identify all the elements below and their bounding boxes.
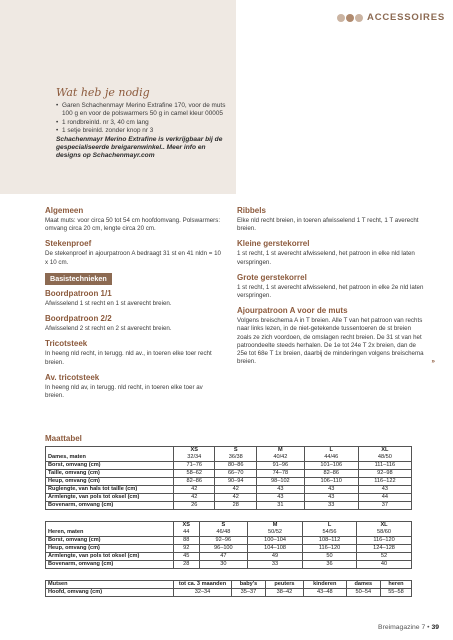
table-cell: 28 [174,561,200,569]
table-cell: 32–34 [174,589,232,597]
tricot-title: Tricotsteek [45,339,88,349]
table-cell: 44/46 [304,454,358,462]
table-cell: 32/34 [174,454,215,462]
table-row [46,478,412,486]
table-cell: 101–106 [304,462,358,470]
table-row [46,494,412,502]
size-header: S [215,447,256,455]
size-header: L [304,447,358,455]
maattabel-heading: Maattabel [45,434,82,443]
table-cell: 58/60 [357,529,412,537]
table-cell: 47 [199,553,248,561]
table-cell: 42 [215,494,256,502]
table-cell: 28 [215,502,256,510]
page-footer [378,624,439,631]
continue-arrow-icon: » [431,358,435,366]
table-cell: 124–128 [357,545,412,553]
table-cell: 40 [357,561,412,569]
materials-item: • Garen Schachenmayr Merino Extrafine 170, voor de muts 100 g en voor de polswarmers 50 g in camel kleur 00005 [56,102,230,119]
stekenproef-title: Stekenproef [45,239,92,249]
table-cell: 96–100 [199,545,248,553]
materials-heading: Wat heb je nodig [56,86,150,99]
table-cell: 33 [248,561,303,569]
algemeen-text: Maat muts: voor circa 50 tot 54 cm hoofdomvang. Polswarmers: omvang circa 20 cm, lengte circa 20 cm. [45,217,221,233]
table-cell: 55–58 [380,589,411,597]
table-cell: 92 [174,545,200,553]
table-cell: 33 [304,502,358,510]
size-header: S [199,522,248,530]
table-cell: 50 [303,553,357,561]
table-row-label: Armlengte, van pols tot oksel (cm) [46,494,174,502]
size-header: XL [357,522,412,530]
table-row-label: Heren, maten [46,529,174,537]
table-cell: 36 [303,561,357,569]
table-row [46,470,412,478]
table-cell: 80–86 [215,462,256,470]
table-row-label: Borst, omvang (cm) [46,537,174,545]
algemeen-title: Algemeen [45,206,84,215]
table-row-label: Borst, omvang (cm) [46,462,174,470]
table-cell: 108–112 [303,537,357,545]
ribbels-title: Ribbels [237,206,266,215]
table-cell: 98–102 [256,478,304,486]
tricot-text: In heeng nld recht, in terugg. nld av., in toeren elke toer recht breien. [45,350,212,366]
boord1-text: Afwisselend 1 st recht en 1 st averecht breien. [45,300,172,308]
table-cell: 36/38 [215,454,256,462]
table-cell: 37 [358,502,411,510]
table-row [46,486,412,494]
table-header: Mutsen [46,581,174,589]
grote-gerstekorrel-title: Grote gerstekorrel [237,272,307,282]
table-header: baby's [232,581,266,589]
table-cell: 104–108 [248,545,303,553]
table-row-label: Dames, maten [46,454,174,462]
size-header: XL [358,447,411,455]
table-cell: 42 [174,494,215,502]
size-header: M [248,522,303,530]
left-column [45,206,223,406]
table-row [46,553,412,561]
magazine-name: Breimagazine 7 [378,624,426,631]
table-cell: 42 [215,486,256,494]
ajourpatroon-text: Volgens breischema A in T breien. Alle T van het patroon van rechts naar links lezen, in de niet-getekende tussentoeren de st breien zoals ze zich voordoen, de omslagen recht breien. De 31 st van het patroondeelte steeds herhalen. De 1e tot 24e T 2x breien, dan de 25e tot 68e T 1x breien, daarbij de minderingen volgens breischema breien. [237,317,424,366]
boord2-text: Afwisselend 2 st recht en 2 st averecht breien. [45,325,172,333]
dames-size-table [45,446,412,510]
table-header: heren [380,581,411,589]
table-cell: 30 [199,561,248,569]
table-cell: 50–54 [346,589,380,597]
table-cell: 71–76 [174,462,215,470]
table-row [46,561,412,569]
table-cell: 54/56 [303,529,357,537]
basistechnieken-badge: Basistechnieken [45,273,112,285]
table-cell: 26 [174,502,215,510]
kleine-gerstekorrel-title: Kleine gerstekorrel [237,239,310,249]
materials-list [56,102,230,160]
table-row-label: Hoofd, omvang (cm) [46,589,174,597]
table-cell: 43 [256,486,304,494]
section-title: ACCESSOIRES [367,12,445,23]
table-cell: 90–94 [215,478,256,486]
page-number: 39 [431,624,439,631]
table-cell: 38–42 [265,589,303,597]
table-cell: 52 [357,553,412,561]
boord2-title: Boordpatroon 2/2 [45,314,112,324]
table-cell: 74–78 [256,470,304,478]
table-cell: 35–37 [232,589,266,597]
table-cell: 43 [304,486,358,494]
table-cell: 40/42 [256,454,304,462]
table-cell: 116–120 [303,545,357,553]
table-header: tot ca. 3 maanden [174,581,232,589]
table-row [46,537,412,545]
table-cell: 42 [174,486,215,494]
table-cell: 43–48 [303,589,346,597]
avtricot-text: In heeng nld av, in terugg. nld recht, in toeren elke toer av breien. [45,383,203,400]
table-cell: 91–96 [256,462,304,470]
table-cell: 82–86 [304,470,358,478]
table-cell: 106–110 [304,478,358,486]
table-row [46,502,412,510]
materials-item: • 1 rondbreinld. nr 3, 40 cm lang [56,119,230,127]
table-cell: 111–116 [358,462,411,470]
table-row-label: Armlengte, van pols tot oksel (cm) [46,553,174,561]
table-row-label: Heup, omvang (cm) [46,545,174,553]
table-cell: 116–122 [358,478,411,486]
grote-gerstekorrel-text: 1 st recht, 1 st averecht afwisselend, het patroon in elke 2e nld laten verspringen. [237,283,424,300]
table-row [46,462,412,470]
table-cell: 92–98 [358,470,411,478]
table-row-label: Bovenarm, omvang (cm) [46,502,174,510]
ribbels-text: Elke nld recht breien, in toeren afwisselend 1 T recht, 1 T averecht breien. [237,217,419,233]
ajourpatroon-title: Ajourpatroon A voor de muts [237,306,348,316]
table-cell: 43 [304,494,358,502]
table-cell: 48/50 [358,454,411,462]
materials-box [0,0,236,194]
table-cell: 44 [174,529,200,537]
heren-size-table [45,521,412,569]
table-cell: 66–70 [215,470,256,478]
table-cell: 31 [256,502,304,510]
table-row-label: Heup, omvang (cm) [46,478,174,486]
table-cell: 44 [358,494,411,502]
size-header: XS [174,522,200,530]
stekenproef-text: De stekenproef in ajourpatroon A bedraagt 31 st en 41 nldn = 10 x 10 cm. [45,250,221,266]
header-dots-icon [337,14,363,22]
table-cell: 58–62 [174,470,215,478]
table-header: peuters [265,581,303,589]
table-row-label: Ruglengte, van hals tot taille (cm) [46,486,174,494]
size-header: XS [174,447,215,455]
avtricot-title: Av. tricotsteek [45,372,100,382]
table-cell: 43 [358,486,411,494]
table-row [46,545,412,553]
table-cell: 82–86 [174,478,215,486]
mutsen-size-table [45,580,412,597]
table-header: dames [346,581,380,589]
size-header: L [303,522,357,530]
section-header [337,12,445,23]
boord1-title: Boordpatroon 1/1 [45,289,112,299]
table-row-label: Bovenarm, omvang (cm) [46,561,174,569]
right-column [237,206,435,372]
size-header: M [256,447,304,455]
table-cell: 49 [248,553,303,561]
footer-separator: • [427,624,430,631]
table-cell: 50/52 [248,529,303,537]
table-cell: 92–96 [199,537,248,545]
table-cell: 43 [256,494,304,502]
table-row [46,589,412,597]
table-cell: 100–104 [248,537,303,545]
table-cell: 46/48 [199,529,248,537]
table-row-label: Taille, omvang (cm) [46,470,174,478]
table-cell: 88 [174,537,200,545]
kleine-gerstekorrel-text: 1 st recht, 1 st averecht afwisselend, het patroon in elke nld laten verspringen. [237,250,415,266]
table-cell: 116–120 [357,537,412,545]
table-header: kinderen [303,581,346,589]
materials-item: • 1 setje breinld. zonder knop nr 3 [56,127,230,135]
table-cell: 45 [174,553,200,561]
materials-note: Schachenmayr Merino Extrafine is verkrijgbaar bij de gespecialiseerde breigarenwinkel.. Meer info en designs op Schachenmayr.com [56,135,223,160]
